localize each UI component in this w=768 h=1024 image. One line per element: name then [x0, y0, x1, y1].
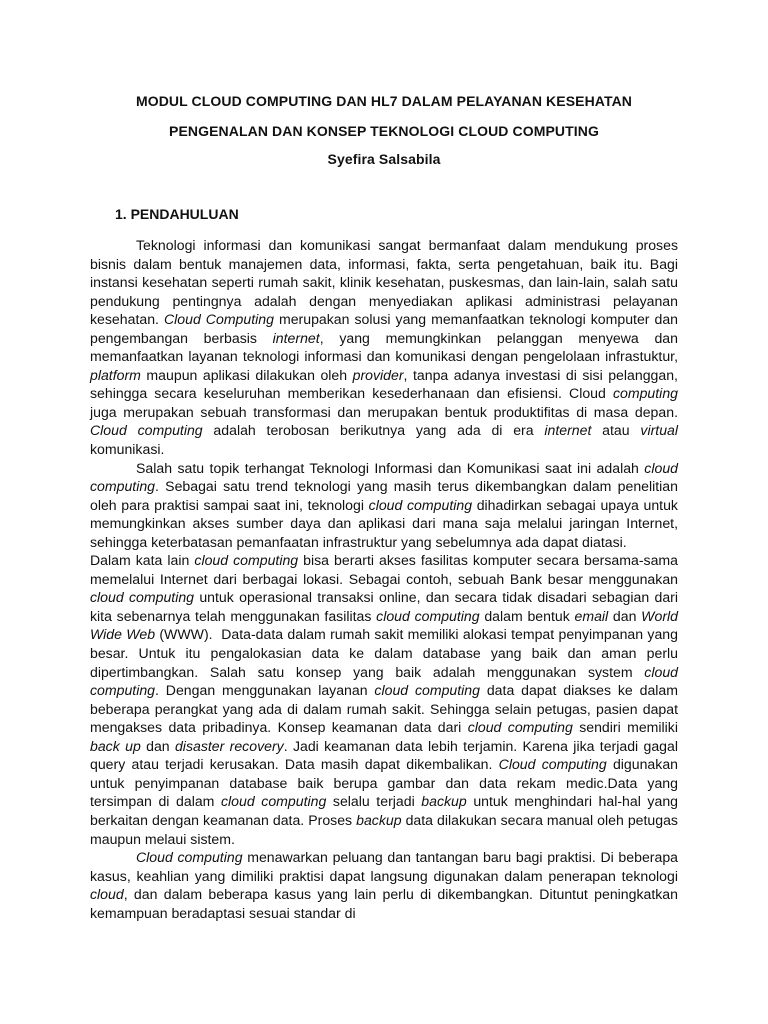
paragraph: Teknologi informasi dan komunikasi sangat bermanfaat dalam mendukung proses bisnis dalam bentuk manajemen data, informasi, fakta, serta pengetahuan, baik itu. Bagi instansi kesehatan seperti rumah sakit, klinik kesehatan, puskesmas, dan lain-lain, salah satu pendukung pentingnya adalah dengan menyediakan aplikasi administrasi pelayanan kesehatan. Cloud Computing merupakan solusi yang memanfaatkan teknologi komputer dan pengembangan berbasis internet, yang memungkinkan pelanggan menyewa dan memanfaatkan layanan teknologi informasi dan komunikasi dengan pengelolaan infrastuktur, platform maupun aplikasi dilakukan oleh provider, tanpa adanya investasi di sisi pelanggan, sehingga secara keseluruhan memberikan kesederhanaan dan efisiensi. Cloud computing juga merupakan sebuah transformasi dan merupakan bentuk produktifitas di masa depan. Cloud computing adalah terobosan berikutnya yang ada di era internet atau virtual komunikasi. [90, 237, 679, 458]
paragraph: Cloud computing menawarkan peluang dan tantangan baru bagi praktisi. Di beberapa kasus, keahlian yang dimiliki praktisi dapat langsung digunakan dalam penerapan teknologi cloud, dan dalam beberapa kasus yang lain perlu di dikembangkan. Dituntut peningkatkan kemampuan beradaptasi sesuai standar di [90, 849, 678, 921]
paragraph: Dalam kata lain cloud computing bisa berarti akses fasilitas komputer secara bersama-sama memelalui Internet dari berbagai lokasi. Sebagai contoh, sebuah Bank besar menggunakan cloud computing untuk operasional transaksi online, dan secara tidak disadari sebagian dari kita sebenarnya telah menggunakan fasilitas cloud computing dalam bentuk email dan World Wide Web (WWW). Data-data dalam rumah sakit memiliki alokasi tempat penyimpanan yang besar. Untuk itu pengalokasian data ke dalam database yang baik dan aman perlu dipertimbangkan. Salah satu konsep yang baik adalah menggunakan system cloud computing. Dengan menggunakan layanan cloud computing data dapat diakses ke dalam beberapa perangkat yang ada di dalam rumah sakit. Sehingga selain petugas, pasien dapat mengakses data pribadinya. Konsep keamanan data dari cloud computing sendiri memiliki back up dan disaster recovery. Jadi keamanan data lebih terjamin. Karena jika terjadi gagal query atau terjadi kerusakan. Data masih dapat dikembalikan. Cloud computing digunakan untuk penyimpanan database baik berupa gambar dan data rekam medic.Data yang tersimpan di dalam cloud computing selalu terjadi backup untuk menghindari hal-hal yang berkaitan dengan keamanan data. Proses backup data dilakukan secara manual oleh petugas maupun melaui sistem. [90, 552, 678, 847]
paragraph: Salah satu topik terhangat Teknologi Informasi dan Komunikasi saat ini adalah cloud computing. Sebagai satu trend teknologi yang masih terus dikembangkan dalam penelitian oleh para praktisi sampai saat ini, teknologi cloud computing dihadirkan sebagai upaya untuk memungkinkan akses sumber daya dan aplikasi dari mana saja melalui jaringan Internet, sehingga keterbatasan pemanfaatan infrastruktur yang sebelumnya ada dapat diatasi. [90, 459, 678, 550]
section-heading: 1. PENDAHULUAN [115, 206, 239, 222]
document-subtitle: PENGENALAN DAN KONSEP TEKNOLOGI CLOUD COMPUTING [169, 123, 599, 139]
document-title: MODUL CLOUD COMPUTING DAN HL7 DALAM PELAYANAN KESEHATAN [135, 93, 633, 109]
document-body [90, 236, 678, 922]
author-name: Syefira Salsabila [327, 151, 441, 167]
